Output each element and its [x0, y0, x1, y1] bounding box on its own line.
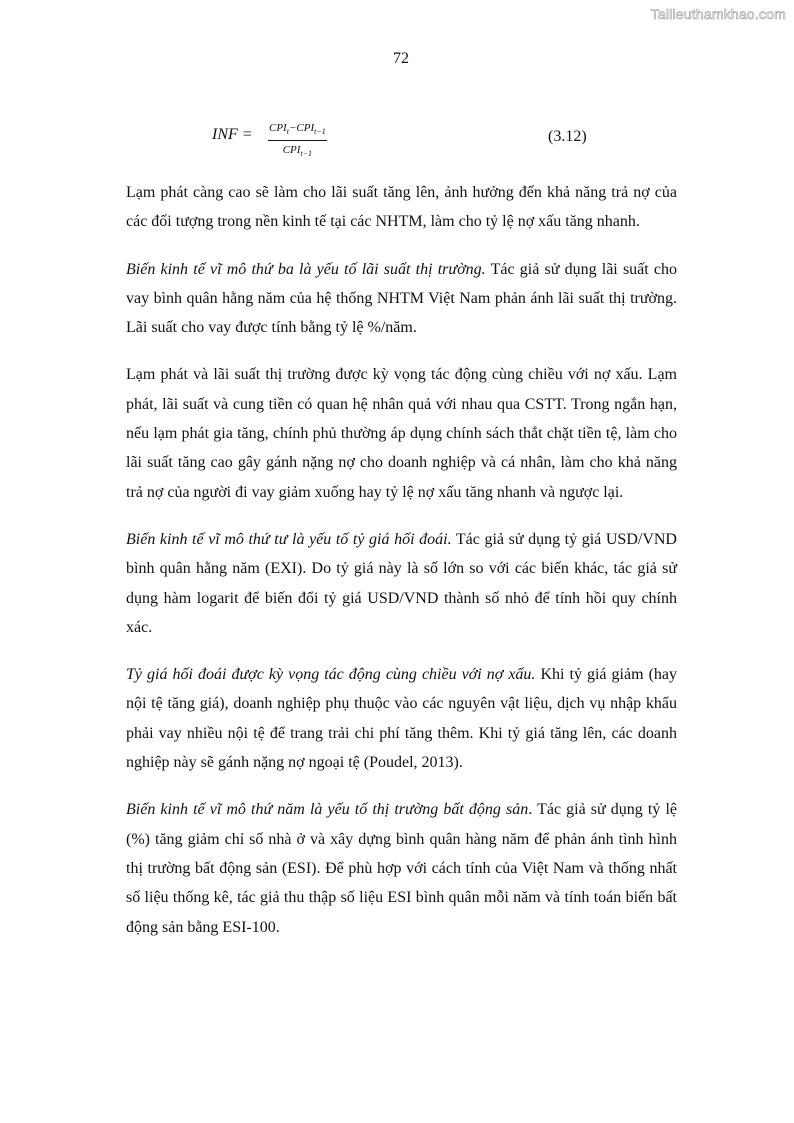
- paragraph: [126, 795, 677, 941]
- body-text: [126, 178, 677, 960]
- paragraph-text: Lạm phát và lãi suất thị trường được kỳ vọng tác động cùng chiều với nợ xấu. Lạm phát, lãi suất và cung tiền có quan hệ nhân quả với nhau qua CSTT. Trong ngắn hạn, nếu lạm phát gia tăng, chính phủ thường áp dụng chính sách thắt chặt tiền tệ, làm cho lãi suất tăng cao gây gánh nặng nợ cho doanh nghiệp và cá nhân, làm cho khả năng trả nợ của người đi vay giảm xuống hay tỷ lệ nợ xấu tăng nhanh và ngược lại.: [126, 366, 677, 501]
- paragraph: [126, 360, 677, 506]
- equation-number: (3.12): [548, 128, 587, 145]
- paragraph-lead: Biến kinh tế vĩ mô thứ năm là yếu tố thị trường bất động sản: [126, 801, 529, 819]
- equation-numerator: [268, 122, 327, 141]
- paragraph: [126, 178, 677, 237]
- numerator-term-a: CPI: [269, 122, 287, 134]
- equation-denominator: [268, 141, 327, 160]
- paragraph: [126, 255, 677, 343]
- paragraph-text: . Tác giả sử dụng tỷ lệ (%) tăng giảm chỉ số nhà ở và xây dựng bình quân hàng năm để phản ánh tình hình thị trường bất động sản (ESI). Để phù hợp với cách tính của Việt Nam và thống nhất số liệu thống kê, tác giả thu thập số liệu ESI bình quân mỗi năm và tính toán biến bất động sản bằng ESI-100.: [126, 801, 677, 936]
- paragraph: [126, 525, 677, 642]
- paragraph-text: Tác giả sử dụng lãi suất cho vay bình quân hằng năm của hệ thống NHTM Việt Nam phản ánh lãi suất thị trường. Lãi suất cho vay được tính bằng tỷ lệ %/năm.: [126, 260, 678, 337]
- paragraph-text: Lạm phát càng cao sẽ làm cho lãi suất tăng lên, ảnh hưởng đến khả năng trả nợ của các đối tượng trong nền kinh tế tại các NHTM, làm cho tỷ lệ nợ xấu tăng nhanh.: [126, 184, 677, 231]
- denominator-term-sub: t−1: [300, 149, 313, 159]
- page-number: 72: [393, 50, 409, 67]
- denominator-term: CPI: [282, 144, 301, 157]
- equation-3-12: [212, 122, 592, 162]
- watermark: Tailieuthamkhao.com: [650, 6, 786, 22]
- numerator-term-a-sub: t: [286, 127, 289, 137]
- paragraph-text: Khi tỷ giá giảm (hay nội tệ tăng giá), doanh nghiệp phụ thuộc vào các nguyên vật liệu, dịch vụ nhập khẩu phải vay nhiều nội tệ để trang trải chi phí tăng thêm. Khi tỷ giá tăng lên, các doanh nghiệp này sẽ gánh nặng nợ ngoại tệ (Poudel, 2013).: [126, 666, 678, 772]
- equation-lhs: INF =: [212, 126, 253, 143]
- numerator-term-b-sub: t−1: [314, 127, 326, 137]
- numerator-term-b: −CPI: [288, 122, 315, 134]
- paragraph: [126, 660, 677, 777]
- paragraph-text: Tác giả sử dụng tỷ giá USD/VND bình quân hằng năm (EXI). Do tỷ giá này là số lớn so với các biến khác, tác giả sử dụng hàm logarit để biến đổi tỷ giá USD/VND thành số nhỏ để tính hồi quy chính xác.: [126, 530, 677, 636]
- equation-fraction: [268, 122, 327, 160]
- paragraph-lead: Biến kinh tế vĩ mô thứ ba là yếu tố lãi suất thị trường.: [126, 260, 486, 278]
- paragraph-lead: Tỷ giá hối đoái được kỳ vọng tác động cùng chiều với nợ xấu.: [126, 666, 536, 684]
- paragraph-lead: Biến kinh tế vĩ mô thứ tư là yếu tố tỷ giá hối đoái.: [126, 530, 452, 548]
